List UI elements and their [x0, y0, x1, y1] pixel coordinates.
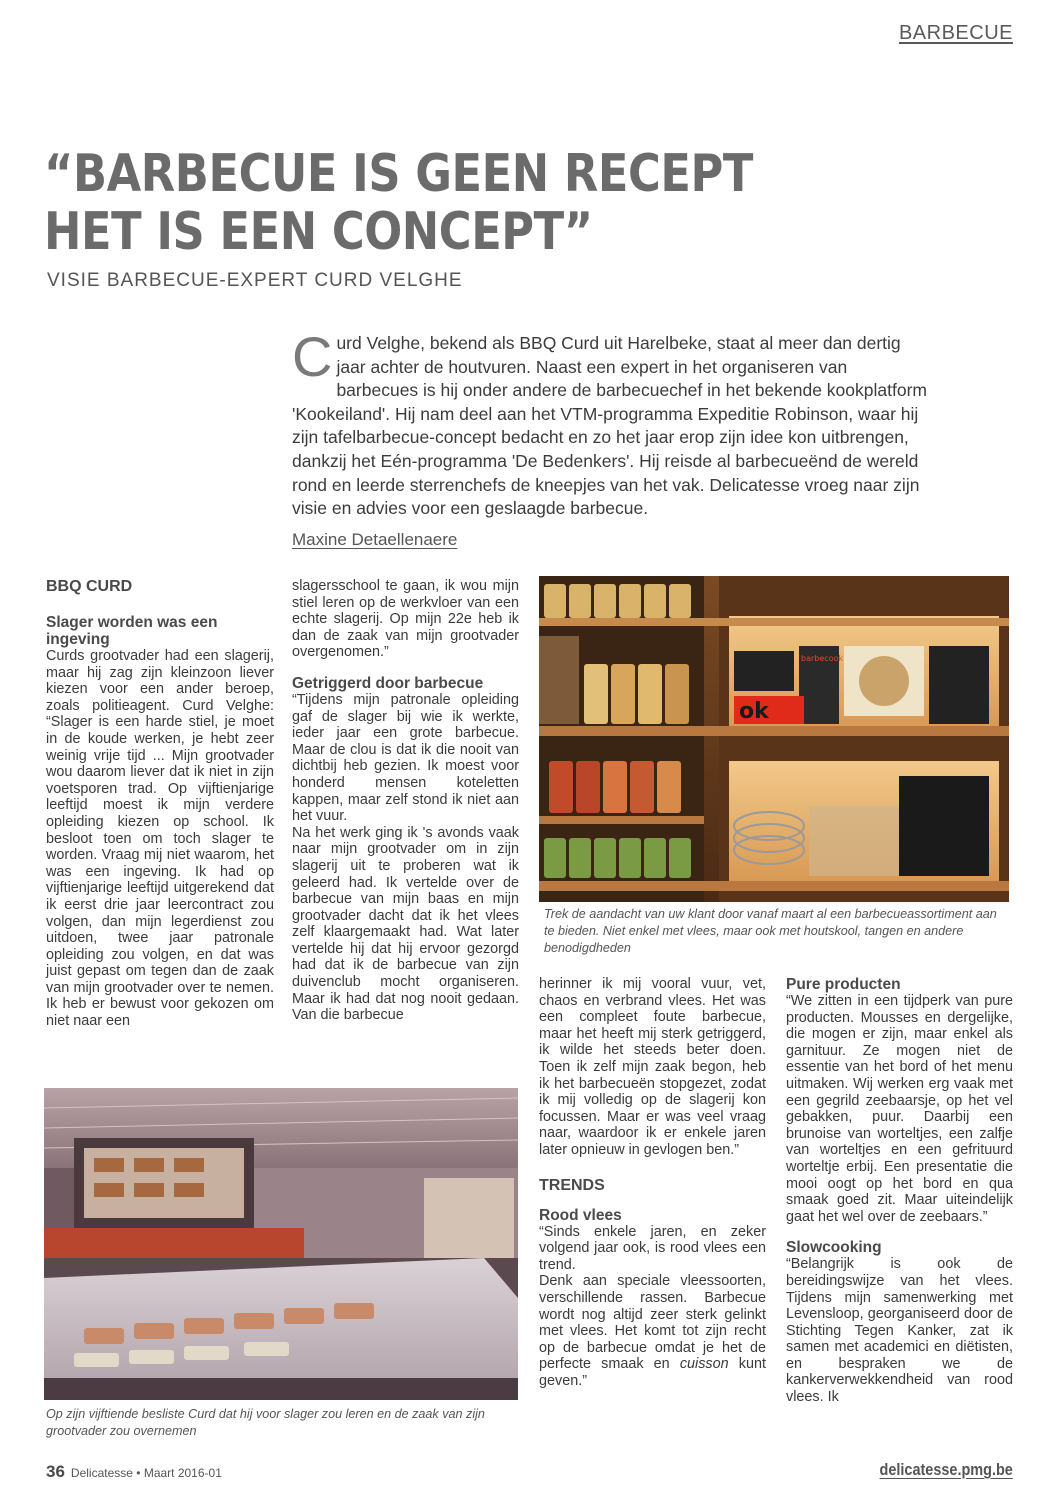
photo-barbecue-shelves	[539, 576, 1009, 902]
butcher-shop-image	[44, 1088, 518, 1400]
body-paragraph: “Belangrijk is ook de bereidingswijze van het vlees. Tijdens mijn samenwerking met Levensloop, georganiseerd door de Stichting Tegen Kanker, zat ik samen met academici en diëtisten, en bespraken we de kankerverwekkendheid van rood vlees. Ik	[786, 1256, 1013, 1406]
column-3	[539, 976, 766, 1389]
intro-text: urd Velghe, bekend als BBQ Curd uit Harelbeke, staat al meer dan dertig jaar achter de houtvuren. Naast een expert in het organiseren van barbecues is hij onder andere de barbecuechef in het bekende kookplatform 'Kookeiland'. Hij nam deel aan het VTM-programma Expeditie Robinson, waar hij zijn tafelbarbecue-concept bedacht en zo het jaar erop zijn idee kon uitbrengen, dankzij het Eén-programma 'De Bedenkers'. Hij reisde al barbecueënd de wereld rond en leerde sterrenchefs de kneepjes van het vak. Delicatesse vroeg naar zijn visie en advies voor een geslaagde barbecue.	[292, 333, 927, 519]
photo-caption: Trek de aandacht van uw klant door vanaf maart al een barbecueassortiment aan te bieden. Niet enkel met vlees, maar ook met houtskool, tangen en andere benodigdheden	[544, 907, 997, 955]
article-headline	[44, 145, 818, 261]
headline-line-1: “BARBECUE IS GEEN RECEPT	[44, 144, 753, 204]
body-paragraph: “Tijdens mijn patronale opleiding gaf de slager bij wie ik werkte, ieder jaar een grote barbecue. Maar de clou is dat ik die nooit van dichtbij heb gezien. Ik moest voor honderd mensen koteletten kappen, maar zelf stond ik niet aan het vuur.	[292, 691, 519, 825]
section-heading-bbq-curd: BBQ CURD	[46, 578, 133, 595]
subheading-slowcooking: Slowcooking	[786, 1239, 882, 1257]
website-link[interactable]: delicatesse.pmg.be	[879, 1460, 1013, 1479]
intro-paragraph	[292, 325, 932, 521]
section-label: BARBECUE	[898, 22, 1013, 44]
subheading-rood-vlees: Rood vlees	[539, 1206, 622, 1224]
body-paragraph: “We zitten in een tijdperk van pure producten. Mousses en dergelijke, die mogen er zijn, maar enkel als garnituur. Ze mogen niet de essentie van het bord of het menu uitmaken. Wij werken erg vaak met een gegrild zeebaarsje, op het vel gebakken, puur. Daarbij een brunoise van worteltjes, een zalfje van worteltjes en een gefrituurd worteltje erbij. Een presentatie die mooi oogt op het bord en qua smaak goed zit. Maar uiteindelijk gaat het wel over de zeebaars.”	[786, 993, 1013, 1225]
issue-label: Delicatesse • Maart 2016-01	[70, 1466, 222, 1480]
author-byline: Maxine Detaellenaere	[292, 530, 458, 549]
body-paragraph: Na het werk ging ik 's avonds vaak naar mijn grootvader om in zijn slagerij uit te proberen wat ik geleerd had. Ik vertelde over de barbecue van mijn baas en mijn grootvader dacht dat ik het vlees zelf klaargemaakt had. Wat later vertelde hij dat hij ervoor gezorgd had dat ik de barbecue van zijn duivenclub mocht organiseren. Maar ik had dat nog nooit gedaan. Van die barbecue	[292, 824, 519, 1024]
subheading-getriggerd: Getriggerd door barbecue	[292, 674, 484, 692]
photo-butcher-shop	[44, 1088, 518, 1400]
column-1	[46, 578, 274, 1030]
article-subtitle: VISIE BARBECUE-EXPERT CURD VELGHE	[47, 270, 463, 291]
column-4	[786, 976, 1013, 1406]
body-paragraph: Denk aan speciale vleessoorten, verschillende rassen. Barbecue wordt nog altijd zeer sterk gelinkt met vlees. Het komt tot zijn recht op de barbecue omdat je het de perfecte smaak en cuisson kunt geven.”	[539, 1273, 766, 1389]
headline-line-2: HET IS EEN CONCEPT”	[44, 202, 593, 262]
drop-cap: C	[292, 325, 333, 388]
body-paragraph: herinner ik mij vooral vuur, vet, chaos en verbrand vlees. Het was een compleet foute barbecue, maar het heeft mij sterk getriggerd, ik wilde het steeds beter doen. Toen ik zelf mijn zaak begon, heb ik het barbecueën stopgezet, zodat ik mij volledig op de slagerij kon focussen. Maar er was veel vraag naar, waardoor ik er enkele jaren later opnieuw in gevlogen ben.”	[539, 976, 766, 1158]
subheading-pure-producten: Pure producten	[786, 976, 901, 993]
subheading-slager-worden: Slager worden was een ingeving	[46, 614, 218, 648]
body-paragraph: “Sinds enkele jaren, en zeker volgend jaar ook, is rood vlees een trend.	[539, 1223, 766, 1273]
body-paragraph: Curds grootvader had een slagerij, maar hij zag zijn kleinzoon liever kiezen voor een ander beroep, zoals politieagent. Curd Velghe: “Slager is een harde stiel, je moet in de koude werken, je hebt zeer weinig vrije tijd ... Mijn grootvader wou daarom liever dat ik niet in zijn voetsporen trad. Op vijftienjarige leeftijd moest ik mijn verdere opleiding kiezen op school. Ik besloot toen om toch slager te worden. Vraag mij niet waarom, het was een ingeving. Ik had op vijftienjarige leeftijd uitgerekend dat ik eerst drie jaar leercontract zou volgen, dan mijn legerdienst zou uitdoen, twee jaar patronale opleiding zou volgen, en dat was juist gepast om tegen dan de zaak van mijn grootvader over te nemen. Ik heb er bewust voor gekozen om niet naar een	[46, 648, 274, 1030]
section-heading-trends: TRENDS	[539, 1176, 605, 1194]
svg-text:ok: ok	[739, 699, 769, 724]
shelves-image	[539, 576, 1009, 902]
column-2	[292, 578, 519, 1024]
svg-text:barbecook: barbecook	[801, 654, 844, 663]
page-number: 36	[46, 1462, 65, 1481]
body-paragraph: slagersschool te gaan, ik wou mijn stiel leren op de werkvloer van een echte slagerij. Op mijn 22e heb ik dan de zaak van mijn grootvader overgenomen.”	[292, 578, 519, 661]
photo-caption: Op zijn vijftiende besliste Curd dat hij voor slager zou leren en de zaak van zijn grootvader zou overnemen	[46, 1407, 485, 1438]
page-footer	[46, 1462, 222, 1482]
